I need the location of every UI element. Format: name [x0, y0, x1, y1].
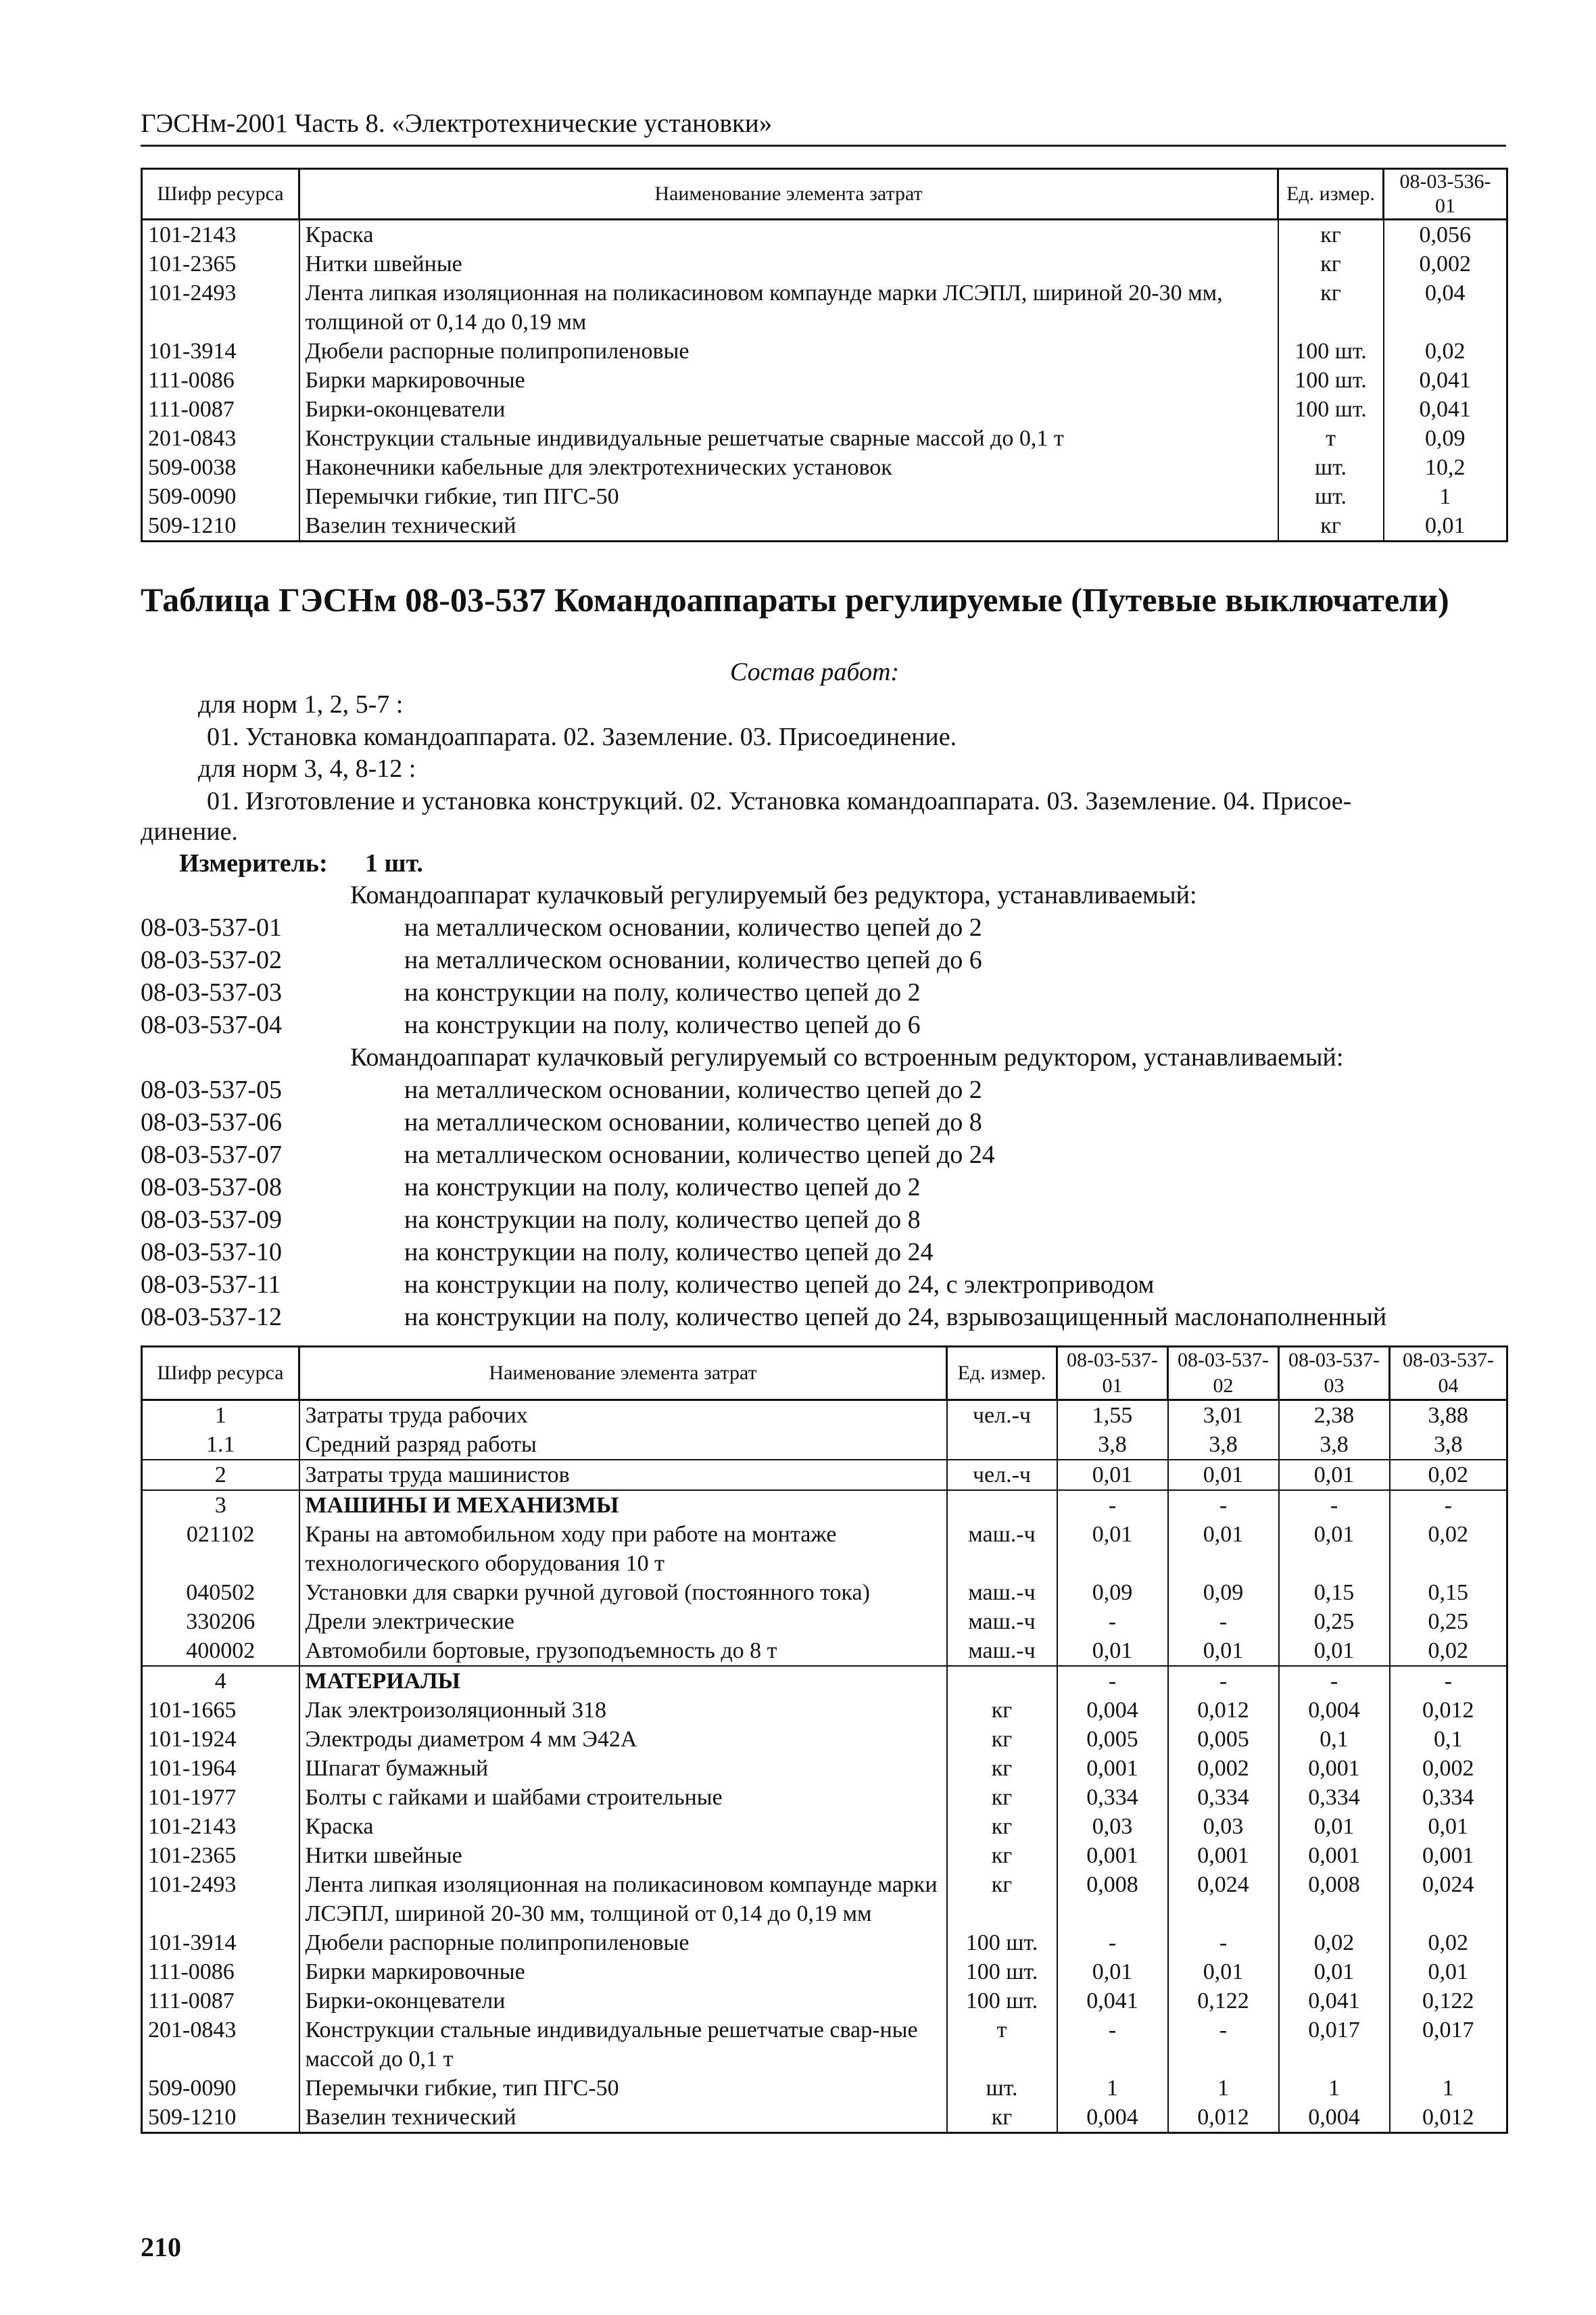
table-row [142, 1812, 1507, 1841]
resource-unit: кг [947, 1783, 1057, 1812]
resource-name: Бирки маркировочные [299, 366, 1278, 395]
resource-value: 0,01 [1168, 1636, 1279, 1666]
resource-name: Лента липкая изоляционная на поликасиновом компаунде марки ЛСЭПЛ, шириной 20-30 мм, толщиной от 0,14 до 0,19 мм [299, 279, 1278, 337]
resource-code: 101-2493 [142, 1870, 299, 1928]
resource-value: 0,15 [1279, 1578, 1390, 1607]
resource-value: 0,001 [1279, 1754, 1390, 1783]
resource-unit: 100 шт. [947, 1957, 1057, 1986]
resource-unit [947, 1430, 1057, 1460]
table-row [142, 1696, 1507, 1725]
resource-value: - [1168, 1666, 1279, 1696]
resource-code: 101-2143 [142, 1812, 299, 1841]
resource-value: 0,01 [1057, 1636, 1168, 1666]
resource-value: 0,334 [1057, 1783, 1168, 1812]
norm-description: на конструкции на полу, количество цепей до 24, с электроприводом [404, 1270, 1155, 1299]
resource-value: 0,02 [1390, 1460, 1507, 1490]
resource-name: Конструкции стальные индивидуальные решетчатые сварные массой до 0,1 т [299, 424, 1278, 453]
norm-code: 08-03-537-10 [141, 1238, 282, 1266]
resource-value: 1 [1057, 2074, 1168, 2103]
table-row [142, 1520, 1507, 1578]
resource-value: 1,55 [1057, 1400, 1168, 1431]
resource-value: 0,001 [1057, 1841, 1168, 1870]
resource-value: 0,01 [1057, 1520, 1168, 1578]
table-row [142, 2074, 1507, 2103]
norm-description: на металлическом основании, количество цепей до 6 [404, 946, 982, 974]
resource-name: Бирки-оконцеватели [299, 1986, 947, 2015]
resource-value: 0,01 [1390, 1812, 1507, 1841]
resource-unit: кг [947, 1754, 1057, 1783]
resource-value: 3,8 [1390, 1430, 1507, 1460]
resource-value: 0,012 [1168, 1696, 1279, 1725]
resource-name: Краска [299, 1812, 947, 1841]
resource-value: 0,041 [1279, 1986, 1390, 2015]
resource-name: Краска [299, 220, 1278, 250]
resource-name: Нитки швейные [299, 249, 1278, 279]
resource-unit: шт. [1278, 453, 1384, 482]
resource-value: 0,004 [1057, 1696, 1168, 1725]
resource-name: Дрели электрические [299, 1607, 947, 1636]
resource-name: Конструкции стальные индивидуальные решетчатые свар-ные массой до 0,1 т [299, 2015, 947, 2074]
resource-value: 1 [1390, 2074, 1507, 2103]
norm-code: 08-03-537-01 [141, 913, 282, 942]
resource-unit [947, 1490, 1057, 1520]
resource-value: 0,001 [1168, 1841, 1279, 1870]
resource-name: Бирки маркировочные [299, 1957, 947, 1986]
norm-description: на металлическом основании, количество цепей до 2 [404, 913, 982, 942]
resource-unit: кг [947, 1696, 1057, 1725]
resource-unit: т [947, 2015, 1057, 2074]
norm-code: 08-03-537-04 [141, 1011, 282, 1039]
resource-code: 4 [142, 1666, 299, 1696]
table-row [142, 1986, 1507, 2015]
resource-value: 0,01 [1168, 1520, 1279, 1578]
resource-value: 0,001 [1390, 1841, 1507, 1870]
resource-name: Установки для сварки ручной дуговой (постоянного тока) [299, 1578, 947, 1607]
resource-value: 0,02 [1384, 337, 1507, 366]
norm-code: 08-03-537-11 [141, 1270, 281, 1299]
resource-value: 0,004 [1057, 2103, 1168, 2133]
norm-description: на конструкции на полу, количество цепей до 24 [404, 1238, 934, 1266]
resource-unit: маш.-ч [947, 1636, 1057, 1666]
resource-value: 3,8 [1279, 1430, 1390, 1460]
resource-value: 0,01 [1390, 1957, 1507, 1986]
operations-2-cont: динение. [141, 817, 238, 846]
resource-code: 101-3914 [142, 1928, 299, 1957]
resource-value: 0,15 [1390, 1578, 1507, 1607]
resource-value: 0,02 [1390, 1520, 1507, 1578]
norm-code: 08-03-537-12 [141, 1303, 282, 1331]
norms-range-2: для норм 3, 4, 8-12 : [198, 755, 416, 783]
resource-value: 3,88 [1390, 1400, 1507, 1431]
resource-code: 101-1964 [142, 1754, 299, 1783]
norm-group-heading: Командоаппарат кулачковый регулируемый без редуктора, устанавливаемый: [350, 881, 1197, 909]
resource-value: 3,01 [1168, 1400, 1279, 1431]
norm-description: на металлическом основании, количество цепей до 2 [404, 1076, 982, 1104]
norm-group-heading: Командоаппарат кулачковый регулируемый со встроенным редуктором, устанавливаемый: [350, 1043, 1344, 1072]
resource-name: Лак электроизоляционный 318 [299, 1696, 947, 1725]
resource-unit: 100 шт. [947, 1928, 1057, 1957]
column-header: 08-03-537-04 [1390, 1347, 1507, 1400]
resource-value: - [1279, 1490, 1390, 1520]
resource-unit: кг [947, 1870, 1057, 1928]
resource-value: 0,004 [1279, 2103, 1390, 2133]
table-row [142, 1578, 1507, 1607]
resources-table-536 [141, 168, 1508, 542]
resource-name: МАШИНЫ И МЕХАНИЗМЫ [299, 1490, 947, 1520]
resource-value: 0,024 [1390, 1870, 1507, 1928]
norm-code: 08-03-537-07 [141, 1141, 282, 1169]
norm-code: 08-03-537-03 [141, 978, 282, 1007]
resource-value: 0,017 [1279, 2015, 1390, 2074]
resource-value: 0,09 [1057, 1578, 1168, 1607]
norm-description: на конструкции на полу, количество цепей до 2 [404, 978, 921, 1007]
resource-value: - [1168, 1928, 1279, 1957]
resource-name: Вазелин технический [299, 2103, 947, 2133]
resource-unit: шт. [1278, 482, 1384, 511]
resource-code: 509-0038 [142, 453, 299, 482]
resource-unit: кг [1278, 511, 1384, 542]
table-row [142, 1400, 1507, 1431]
table-row [142, 337, 1507, 366]
table-row [142, 1754, 1507, 1783]
resource-value: 1 [1279, 2074, 1390, 2103]
resource-value: 0,012 [1390, 1696, 1507, 1725]
resource-unit: 100 шт. [947, 1986, 1057, 2015]
resource-code: 101-2365 [142, 1841, 299, 1870]
table-row [142, 1460, 1507, 1490]
resource-code: 101-2143 [142, 220, 299, 250]
resource-value: 0,01 [1057, 1957, 1168, 1986]
norm-description: на металлическом основании, количество цепей до 8 [404, 1108, 982, 1137]
resource-code: 509-0090 [142, 2074, 299, 2103]
resource-unit [947, 1666, 1057, 1696]
resource-value: 3,8 [1057, 1430, 1168, 1460]
resource-unit: 100 шт. [1278, 337, 1384, 366]
table-row [142, 249, 1507, 279]
table-row [142, 220, 1507, 250]
resource-value: 0,09 [1384, 424, 1507, 453]
resource-code: 3 [142, 1490, 299, 1520]
resource-value: 0,122 [1390, 1986, 1507, 2015]
resource-unit: маш.-ч [947, 1520, 1057, 1578]
resource-unit: кг [947, 1812, 1057, 1841]
resource-name: Бирки-оконцеватели [299, 395, 1278, 424]
resource-value: 0,004 [1279, 1696, 1390, 1725]
resource-value: 0,012 [1168, 2103, 1279, 2133]
resource-unit: 100 шт. [1278, 395, 1384, 424]
resource-name: Нитки швейные [299, 1841, 947, 1870]
table-row [142, 366, 1507, 395]
meter-label: Измеритель: [179, 849, 328, 878]
resource-value: - [1057, 1607, 1168, 1636]
resource-value: 0,041 [1057, 1986, 1168, 2015]
resource-value: 10,2 [1384, 453, 1507, 482]
resource-code: 101-2493 [142, 279, 299, 337]
resource-name: Дюбели распорные полипропиленовые [299, 337, 1278, 366]
resource-code: 1 [142, 1400, 299, 1431]
resource-value: 0,1 [1390, 1725, 1507, 1754]
resource-value: 0,056 [1384, 220, 1507, 250]
column-header: Шифр ресурса [142, 1347, 299, 1400]
resource-value: - [1057, 2015, 1168, 2074]
operations-1: 01. Установка командоаппарата. 02. Заземление. 03. Присоединение. [207, 723, 957, 751]
resource-code: 101-1924 [142, 1725, 299, 1754]
resource-value: 1 [1384, 482, 1507, 511]
resource-name: Болты с гайками и шайбами строительные [299, 1783, 947, 1812]
resource-name: Затраты труда рабочих [299, 1400, 947, 1431]
operations-2: 01. Изготовление и установка конструкций. 02. Установка командоаппарата. 03. Заземление. 04. Присое- [207, 787, 1352, 815]
table-row [142, 1490, 1507, 1520]
resource-value: 0,25 [1279, 1607, 1390, 1636]
resource-code: 111-0086 [142, 366, 299, 395]
table-row [142, 1783, 1507, 1812]
norm-code: 08-03-537-05 [141, 1076, 282, 1104]
resource-value: 0,334 [1279, 1783, 1390, 1812]
resource-value: 0,005 [1057, 1725, 1168, 1754]
resource-unit: 100 шт. [1278, 366, 1384, 395]
resource-value: - [1279, 1666, 1390, 1696]
resource-value: - [1390, 1490, 1507, 1520]
resource-unit: кг [947, 1841, 1057, 1870]
table-row [142, 1957, 1507, 1986]
table-row [142, 395, 1507, 424]
resource-value: 0,334 [1390, 1783, 1507, 1812]
resource-value: 0,01 [1279, 1636, 1390, 1666]
resource-value: 0,001 [1279, 1841, 1390, 1870]
resource-code: 101-1977 [142, 1783, 299, 1812]
resource-value: 0,04 [1384, 279, 1507, 337]
resource-name: Шпагат бумажный [299, 1754, 947, 1783]
norm-description: на конструкции на полу, количество цепей до 2 [404, 1173, 921, 1201]
resource-code: 040502 [142, 1578, 299, 1607]
meter-value: 1 шт. [365, 849, 423, 878]
resource-value: 0,02 [1279, 1928, 1390, 1957]
resource-value: 0,09 [1168, 1578, 1279, 1607]
table-row [142, 511, 1507, 542]
resource-code: 2 [142, 1460, 299, 1490]
resource-unit: маш.-ч [947, 1578, 1057, 1607]
resource-code: 111-0086 [142, 1957, 299, 1986]
resource-unit: шт. [947, 2074, 1057, 2103]
resource-value: 0,008 [1279, 1870, 1390, 1928]
column-header: 08-03-537-03 [1279, 1347, 1390, 1400]
norm-code: 08-03-537-06 [141, 1108, 282, 1137]
resource-name: Затраты труда машинистов [299, 1460, 947, 1490]
resource-value: 0,001 [1057, 1754, 1168, 1783]
resource-name: Перемычки гибкие, тип ПГС-50 [299, 482, 1278, 511]
resource-value: 0,01 [1279, 1812, 1390, 1841]
norms-range-1: для норм 1, 2, 5-7 : [198, 690, 404, 719]
resource-value: 0,008 [1057, 1870, 1168, 1928]
table-row [142, 1928, 1507, 1957]
running-header: ГЭСНм-2001 Часть 8. «Электротехнические установки» [141, 109, 773, 138]
table-title: Таблица ГЭСНм 08-03-537 Командоаппараты регулируемые (Путевые выключатели) [141, 581, 1449, 619]
resource-name: Перемычки гибкие, тип ПГС-50 [299, 2074, 947, 2103]
resource-value: - [1057, 1490, 1168, 1520]
table-row [142, 1430, 1507, 1460]
resource-code: 021102 [142, 1520, 299, 1578]
resource-value: 0,01 [1279, 1957, 1390, 1986]
resource-value: - [1168, 1607, 1279, 1636]
resource-value: 0,041 [1384, 395, 1507, 424]
resource-code: 330206 [142, 1607, 299, 1636]
resource-value: 0,01 [1279, 1460, 1390, 1490]
column-header: 08-03-537-01 [1057, 1347, 1168, 1400]
norm-description: на конструкции на полу, количество цепей до 8 [404, 1206, 921, 1234]
table-row [142, 2103, 1507, 2133]
page-number: 210 [141, 2232, 181, 2262]
resource-unit: кг [947, 1725, 1057, 1754]
table-row [142, 279, 1507, 337]
resource-code: 509-1210 [142, 2103, 299, 2133]
resource-name: Наконечники кабельные для электротехнических установок [299, 453, 1278, 482]
resource-name: МАТЕРИАЛЫ [299, 1666, 947, 1696]
resource-code: 400002 [142, 1636, 299, 1666]
resource-value: 0,01 [1279, 1520, 1390, 1578]
resource-value: 0,03 [1168, 1812, 1279, 1841]
column-header: Наименование элемента затрат [299, 1347, 947, 1400]
column-header: Наименование элемента затрат [299, 169, 1278, 220]
resource-value: - [1057, 1666, 1168, 1696]
table-row [142, 453, 1507, 482]
resource-unit: чел.-ч [947, 1400, 1057, 1431]
resource-value: 1 [1168, 2074, 1279, 2103]
resource-value: 0,02 [1390, 1636, 1507, 1666]
column-header: Ед. измер. [1278, 169, 1384, 220]
resource-value: 0,122 [1168, 1986, 1279, 2015]
resource-code: 509-1210 [142, 511, 299, 542]
resource-value: 0,03 [1057, 1812, 1168, 1841]
table-row [142, 1636, 1507, 1666]
table-row [142, 2015, 1507, 2074]
resource-value: 0,01 [1168, 1460, 1279, 1490]
resource-name: Средний разряд работы [299, 1430, 947, 1460]
column-header: 08-03-536-01 [1384, 169, 1507, 220]
resource-name: Электроды диаметром 4 мм Э42А [299, 1725, 947, 1754]
resource-value: 0,005 [1168, 1725, 1279, 1754]
resource-unit: кг [1278, 249, 1384, 279]
table-row [142, 482, 1507, 511]
resource-value: 0,01 [1168, 1957, 1279, 1986]
resource-code: 509-0090 [142, 482, 299, 511]
table-row [142, 1666, 1507, 1696]
norm-code: 08-03-537-08 [141, 1173, 282, 1201]
resource-value: 3,8 [1168, 1430, 1279, 1460]
resource-name: Автомобили бортовые, грузоподъемность до 8 т [299, 1636, 947, 1666]
resource-value: 0,1 [1279, 1725, 1390, 1754]
resource-value: 0,017 [1390, 2015, 1507, 2074]
table-row [142, 1725, 1507, 1754]
table-row [142, 424, 1507, 453]
table-row [142, 1870, 1507, 1928]
header-rule [141, 145, 1506, 147]
resource-unit: кг [947, 2103, 1057, 2133]
table-row [142, 1607, 1507, 1636]
resource-value: 0,041 [1384, 366, 1507, 395]
resource-value: 0,024 [1168, 1870, 1279, 1928]
norm-description: на конструкции на полу, количество цепей до 24, взрывозащищенный маслонаполненный [404, 1303, 1387, 1331]
resource-value: 0,01 [1384, 511, 1507, 542]
resource-name: Лента липкая изоляционная на поликасиновом компаунде марки ЛСЭПЛ, шириной 20-30 мм, толщиной от 0,14 до 0,19 мм [299, 1870, 947, 1928]
norm-description: на металлическом основании, количество цепей до 24 [404, 1141, 995, 1169]
resource-value: 2,38 [1279, 1400, 1390, 1431]
resource-name: Краны на автомобильном ходу при работе на монтаже технологического оборудования 10 т [299, 1520, 947, 1578]
composition-heading: Состав работ: [730, 658, 900, 686]
norm-description: на конструкции на полу, количество цепей до 6 [404, 1011, 921, 1039]
resource-value: 0,02 [1390, 1928, 1507, 1957]
resource-unit: чел.-ч [947, 1460, 1057, 1490]
column-header: Ед. измер. [947, 1347, 1057, 1400]
resource-value: - [1168, 1490, 1279, 1520]
resource-code: 111-0087 [142, 1986, 299, 2015]
resource-value: 0,25 [1390, 1607, 1507, 1636]
resource-code: 201-0843 [142, 424, 299, 453]
resource-code: 101-1665 [142, 1696, 299, 1725]
resource-name: Вазелин технический [299, 511, 1278, 542]
resource-name: Дюбели распорные полипропиленовые [299, 1928, 947, 1957]
resource-code: 1.1 [142, 1430, 299, 1460]
norm-code: 08-03-537-02 [141, 946, 282, 974]
resource-value: - [1168, 2015, 1279, 2074]
resource-unit: маш.-ч [947, 1607, 1057, 1636]
column-header: 08-03-537-02 [1168, 1347, 1279, 1400]
resource-code: 101-2365 [142, 249, 299, 279]
norm-code: 08-03-537-09 [141, 1206, 282, 1234]
table-row [142, 1841, 1507, 1870]
resource-value: - [1057, 1928, 1168, 1957]
resource-value: 0,334 [1168, 1783, 1279, 1812]
resources-table-537 [141, 1345, 1508, 2134]
resource-value: 0,002 [1390, 1754, 1507, 1783]
resource-unit: кг [1278, 279, 1384, 337]
resource-unit: т [1278, 424, 1384, 453]
resource-value: 0,01 [1057, 1460, 1168, 1490]
resource-value: 0,002 [1384, 249, 1507, 279]
resource-value: 0,012 [1390, 2103, 1507, 2133]
resource-code: 111-0087 [142, 395, 299, 424]
resource-value: 0,002 [1168, 1754, 1279, 1783]
resource-code: 101-3914 [142, 337, 299, 366]
resource-value: - [1390, 1666, 1507, 1696]
column-header: Шифр ресурса [142, 169, 299, 220]
resource-unit: кг [1278, 220, 1384, 250]
resource-code: 201-0843 [142, 2015, 299, 2074]
